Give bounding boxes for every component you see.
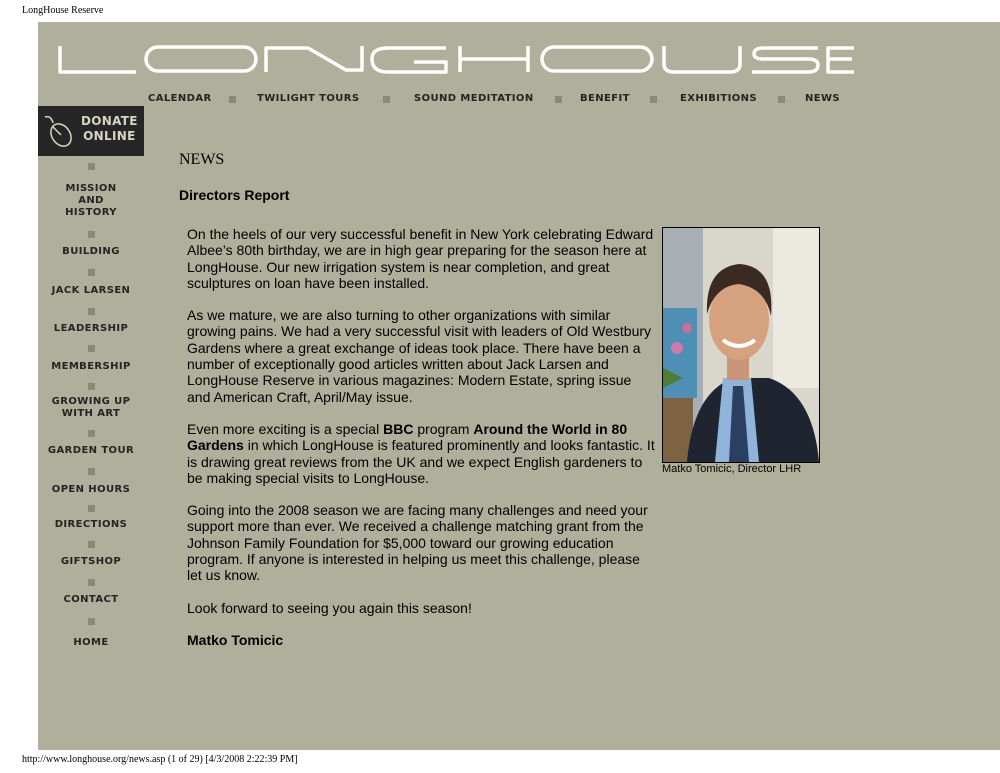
photo-caption: Matko Tomicic, Director LHR: [662, 463, 802, 475]
page-frame: [38, 22, 1000, 750]
sidebar-item-home[interactable]: [38, 637, 144, 649]
sidenav-separator: [88, 308, 95, 315]
nav-calendar[interactable]: CALENDAR: [148, 93, 212, 104]
article-paragraph: On the heels of our very successful benefit in New York celebrating Edward Albee’s 80th birthday, we are in high gear preparing for the season here at LongHouse. Our new irrigation system is near completion, and great sculptures on loan have been installed.: [187, 226, 654, 291]
text-run: program: [413, 420, 474, 437]
sidebar-item-label: HOME: [73, 637, 109, 648]
sidebar-item-label: GROWING UP: [51, 396, 131, 407]
nav-sound-meditation[interactable]: SOUND MEDITATION: [414, 93, 534, 104]
sidebar-item-directions[interactable]: [38, 519, 144, 531]
sidebar-item-giftshop[interactable]: [38, 556, 144, 568]
sidebar-item-label: LEADERSHIP: [53, 323, 129, 334]
sidebar-item-label: GARDEN TOUR: [47, 445, 135, 456]
sidenav-separator: [88, 505, 95, 512]
article-paragraph: As we mature, we are also turning to other organizations with similar growing pains. We had a very successful visit with leaders of Old Westbury Gardens where a great exchange of ideas took place. There have been a number of exceptionally good articles written about Jack Larsen and LongHouse Reserve in various magazines: Modern Estate, spring issue and American Craft, April/May issue.: [187, 307, 652, 405]
donate-line-1: DONATE: [81, 114, 138, 128]
nav-news[interactable]: NEWS: [805, 93, 841, 104]
sidebar-item-label: WITH ART: [61, 408, 121, 419]
nav-exhibitions[interactable]: EXHIBITIONS: [680, 93, 757, 104]
sidenav-separator: [88, 345, 95, 352]
sidenav-separator: [88, 541, 95, 548]
nav-separator: [229, 96, 236, 103]
nav-separator: [778, 96, 785, 103]
portrait-image: [663, 228, 819, 462]
nav-benefit[interactable]: BENEFIT: [580, 93, 630, 104]
sidebar-item-label: MISSION: [65, 183, 117, 194]
nav-separator: [650, 96, 657, 103]
sidebar-item-label: CONTACT: [63, 594, 119, 605]
sidebar-item-label: BUILDING: [62, 246, 120, 257]
article-paragraph: [187, 421, 657, 486]
sidebar-item-contact[interactable]: [38, 594, 144, 606]
sidenav-separator: [88, 163, 95, 170]
sidebar-item-open-hours[interactable]: [38, 484, 144, 496]
print-footer: http://www.longhouse.org/news.asp (1 of 29) [4/3/2008 2:22:39 PM]: [22, 754, 298, 765]
sidebar-item-mission-and-history[interactable]: [38, 183, 144, 219]
sidebar-item-label: OPEN HOURS: [51, 484, 131, 495]
sidebar-item-leadership[interactable]: [38, 323, 144, 335]
sidenav-separator: [88, 468, 95, 475]
sidebar-item-building[interactable]: [38, 246, 144, 258]
program-title-emphasis: Around the World in 80 Gardens: [187, 420, 628, 454]
sidebar-item-growing-up-with-art[interactable]: [38, 396, 144, 420]
longhouse-logo[interactable]: [58, 44, 858, 76]
donate-line-2: ONLINE: [83, 129, 136, 143]
sidebar-item-jack-larsen[interactable]: [38, 285, 144, 297]
sidenav-separator: [88, 269, 95, 276]
sidebar-item-label: JACK LARSEN: [51, 285, 131, 296]
signature: Matko Tomicic: [187, 631, 284, 648]
sidenav-separator: [88, 618, 95, 625]
page-title: NEWS: [179, 151, 225, 168]
sidebar-item-label: HISTORY: [65, 207, 117, 218]
director-photo: [662, 227, 820, 463]
sidebar-item-membership[interactable]: [38, 361, 144, 373]
sidenav-separator: [88, 430, 95, 437]
text-run: in which LongHouse is featured prominently and looks fantastic. It is drawing great reviews from the UK and we expect English gardeners to be making special visits to LongHouse.: [187, 437, 655, 486]
donate-online-button[interactable]: [38, 106, 144, 156]
article-paragraph: Look forward to seeing you again this season!: [187, 599, 472, 616]
mouse-icon: [41, 113, 75, 149]
nav-separator: [555, 96, 562, 103]
text-run: Even more exciting is a special: [187, 420, 384, 437]
sidebar-item-garden-tour[interactable]: [38, 445, 144, 457]
sidenav-separator: [88, 579, 95, 586]
bbc-emphasis: BBC: [383, 420, 414, 437]
article-body: [187, 226, 657, 648]
sidebar-item-label: DIRECTIONS: [54, 519, 128, 530]
print-header: LongHouse Reserve: [22, 5, 104, 16]
article-heading: Directors Report: [179, 187, 290, 203]
sidenav-separator: [88, 231, 95, 238]
nav-twilight-tours[interactable]: TWILIGHT TOURS: [257, 93, 360, 104]
sidenav-separator: [88, 383, 95, 390]
sidebar-item-label: GIFTSHOP: [60, 556, 122, 567]
nav-separator: [383, 96, 390, 103]
article-paragraph: Going into the 2008 season we are facing many challenges and need your support more than ever. We received a challenge matching grant from the Johnson Family Foundation for $5,000 toward our growing education program. If anyone is interested in helping us meet this challenge, please let us know.: [187, 502, 648, 584]
sidebar-item-label: AND: [78, 195, 104, 206]
sidebar-item-label: MEMBERSHIP: [51, 361, 131, 372]
